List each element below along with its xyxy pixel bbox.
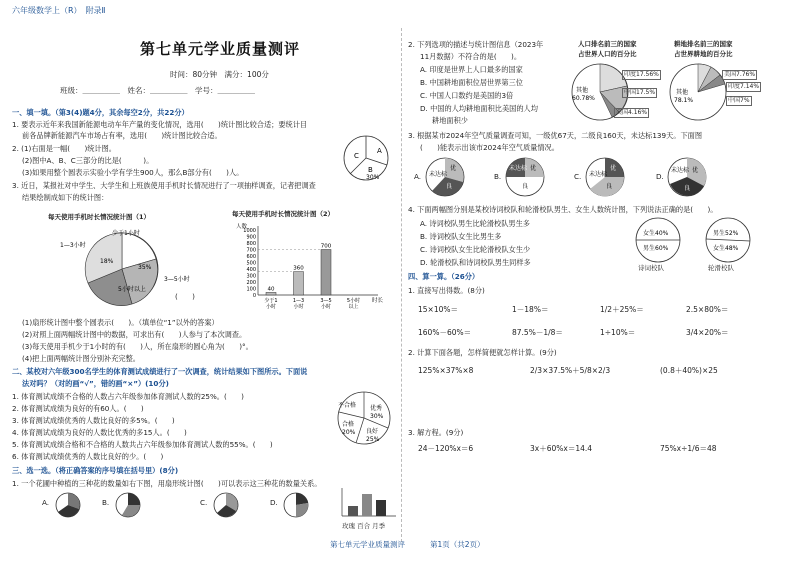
poetry-female: 女生40% [643, 230, 669, 237]
q3-line2: 结果绘制成如下的统计图： [22, 193, 109, 202]
pie-label-c: C [354, 152, 359, 160]
section-2-heading-2: 法对吗？（对的画“√”，错的画“×”）(10分) [22, 379, 169, 388]
q3-opt-a: A. [414, 172, 422, 181]
x-tick-0-b: 小时 [265, 304, 277, 310]
calc-1: 125%×37%×8 [418, 366, 474, 375]
bar-2 [321, 250, 331, 296]
eq-1: 24－120%x＝6 [418, 444, 474, 453]
q3-opt-b: B. [494, 172, 502, 181]
sec2-pie-chart [336, 390, 396, 446]
pie-good: 良好 [366, 428, 379, 435]
q3-opt-b-pie [504, 156, 548, 198]
pop-india: 印度17.56% [624, 71, 659, 78]
q1-line1: 1. 要表示近年来我国新能源电动车年产量的变化情况，选用( )统计图比较合适；要统计目 [12, 120, 308, 129]
y-tick-300: 300 [246, 273, 256, 280]
q3c-good: 良 [606, 183, 613, 190]
q4-opt-a: A. 诗词校队男生比轮滑校队男生多 [420, 219, 530, 228]
pie-label-b: B [368, 166, 373, 174]
bar-label-1: 360 [293, 265, 304, 272]
land-chart-title-2: 占世界耕地的百分比 [674, 50, 733, 58]
q4-opt-c: C. 诗词校队女生比轮滑校队女生少 [420, 245, 531, 254]
q3-opt-c: C. [574, 172, 582, 181]
flowers-bar-labels: 玫瑰 百合 月季 [342, 522, 386, 530]
land-other: 其他 [676, 89, 689, 96]
sec3-q2-line2: 11月数据）不符合的是( )。 [420, 52, 522, 61]
sec4-sub3: 3. 解方程。(9分) [408, 428, 464, 437]
section-4-heading: 四、算一算。（26分） [408, 272, 480, 281]
direct-7: 1÷10%＝ [600, 328, 636, 337]
x-tick-1-b: 小时 [293, 304, 304, 310]
sec4-sub1: 1. 直接写出得数。(8分) [408, 286, 485, 295]
pie-exc: 优秀 [370, 405, 383, 412]
pop-us: 美国4.16% [616, 109, 648, 116]
footer-title: 第七单元学业质量测评 [330, 540, 405, 549]
pie-label-gt5: 5小时以上 [118, 286, 146, 293]
direct-3: 1/2＋25%＝ [600, 305, 644, 314]
land-other-pct: 78.1% [674, 97, 694, 104]
pie-pass-pct: 20% [342, 429, 356, 436]
opt-a: A. [42, 498, 50, 507]
sec2-item-1: 1. 体育测试成绩不合格的人数占六年级参加体育测试人数的25%。( ) [12, 392, 244, 401]
calc-2: 2/3×37.5%＋5/8×2/3 [530, 366, 611, 375]
sec2-item-5: 5. 体育测试成绩合格和不合格的人数共占六年级参加体育测试人数的55%。( ) [12, 440, 273, 449]
x-tick-3: 5小时 [346, 298, 361, 304]
bar-0 [266, 292, 276, 295]
eq-2: 3x＋60%x＝14.4 [530, 444, 593, 453]
x-axis-label: 时长 [372, 298, 384, 304]
poetry-team-label: 诗词校队 [638, 264, 664, 272]
pie-exc-pct: 30% [370, 413, 384, 420]
x-tick-2: 3—5 [320, 298, 332, 304]
skate-team-label: 轮滑校队 [708, 264, 734, 272]
q2-line2: (2)图中A、B、C三部分的比是( )。 [22, 156, 154, 165]
q3-sub1: (1)扇形统计图中整个圆表示( )。（填单位“1”以外的答案） [22, 318, 219, 327]
q3c-exc: 优 [610, 165, 617, 172]
pie-pct-18: 18% [100, 258, 114, 265]
pop-chart-title-2: 占世界人口的百分比 [578, 50, 637, 58]
q1-line2: 前各品牌新能源汽车市场占有率，选用( )统计图比较合适。 [22, 131, 222, 140]
q3-line1: 3. 近日，某报社对中学生、大学生和上班族使用手机时长情况进行了一项抽样调查，记者把调查 [12, 181, 316, 190]
sec3-q2-line1: 2. 下列选项的描述与统计图信息（2023年 [408, 40, 544, 49]
q3-opt-a-pie [424, 156, 468, 198]
q2-line1: 2. (1)右面是一幅( )统计图。 [12, 144, 116, 153]
opt-b-pie [114, 491, 142, 519]
y-tick-100: 100 [246, 286, 256, 293]
q3b-fail: 未达标 [509, 165, 528, 172]
opt-c: C. [200, 498, 208, 507]
chart1-title: 每天使用手机时长情况统计图（1） [48, 213, 151, 221]
x-tick-0: 少于1 [264, 298, 278, 304]
pop-chart-title: 人口排名前三的国家 [578, 40, 637, 48]
q3c-fail: 未达标 [589, 171, 608, 178]
y-tick-500: 500 [246, 260, 256, 267]
student-info: 班级：＿＿＿＿＿ 姓名：＿＿＿＿＿ 学号：＿＿＿＿＿ [60, 86, 255, 95]
q2-opt-d: D. 中国的人均耕地面积比美国的人均 [420, 104, 538, 113]
direct-1: 15×10%＝ [418, 305, 458, 314]
direct-2: 1－18%＝ [512, 305, 549, 314]
sec3-q3-line1: 3. 根据某市2024年空气质量调查可知，一级优67天，二级良160天，未达标139天。下面图 [408, 131, 703, 140]
y-tick-1000: 1000 [243, 228, 256, 234]
sec2-item-2: 2. 体育测试成绩为良好的有60人。( ) [12, 404, 144, 413]
footer-page: 第1页（共2页） [430, 540, 485, 549]
y-tick-200: 200 [246, 280, 256, 286]
opt-b: B. [102, 498, 110, 507]
q3-opt-d: D. [656, 172, 664, 181]
section-2-heading: 二、某校对六年级300名学生的体育测试成绩进行了一次调查，统计结果如下图所示。下面说 [12, 367, 308, 376]
opt-d-pie [282, 491, 310, 519]
land-us: 美国7.76% [724, 71, 756, 78]
pie-label-1-3: 1—3小时 [60, 242, 86, 249]
pop-china: 中国17.5% [624, 89, 656, 96]
skate-male: 男生52% [713, 230, 739, 237]
opt-c-pie [212, 491, 240, 519]
opt-a-pie [54, 491, 82, 519]
q3a-exc: 优 [450, 165, 457, 172]
poetry-male: 男生60% [643, 245, 669, 252]
q3a-good: 良 [446, 183, 453, 190]
skate-female: 女生48% [713, 245, 739, 252]
x-tick-2-b: 小时 [320, 304, 332, 310]
q3b-exc: 优 [530, 165, 537, 172]
direct-6: 87.5%－1/8＝ [512, 328, 563, 337]
q3-sub2: (2)对照上面两幅统计图中的数据，可求出有( )人参与了本次调查。 [22, 330, 247, 339]
eq-3: 75%x÷1/6＝48 [660, 444, 717, 453]
header-grade: 六年级数学上（R） 附录Ⅱ [12, 6, 106, 15]
sec3-q3-line2: ( )能表示出该市2024年空气质量情况。 [420, 143, 559, 152]
land-india: 印度7.14% [728, 83, 760, 90]
q2-opt-b: B. 中国耕地面积位居世界第三位 [420, 78, 523, 87]
direct-8: 3/4×20%＝ [686, 328, 729, 337]
q2-opt-d-cont: 耕地面积少 [432, 116, 468, 125]
opt-d: D. [270, 498, 278, 507]
sec2-item-6: 6. 体育测试成绩优秀的人数比良好的少。( ) [12, 452, 164, 461]
pie-good-pct: 25% [366, 436, 380, 443]
y-tick-0: 0 [252, 293, 256, 299]
q4-opt-b: B. 诗词校队女生比男生多 [420, 232, 502, 241]
pie-label-b-pct: 30% [366, 174, 380, 181]
q3-bar-chart [228, 220, 403, 315]
y-tick-800: 800 [246, 241, 256, 247]
q3-opt-c-pie [584, 156, 628, 198]
section-1-heading: 一、填一填。（第3(4)题4分，其余每空2分，共22分） [12, 108, 189, 117]
land-china: 中国7% [728, 97, 750, 104]
pie-label-a: A [377, 147, 382, 155]
bar-label-0: 40 [267, 286, 275, 293]
sec4-sub2: 2. 计算下面各题，怎样简便就怎样计算。(9分) [408, 348, 557, 357]
y-tick-900: 900 [246, 234, 256, 241]
y-tick-400: 400 [246, 267, 256, 273]
exam-meta: 时间：80分钟 满分：100分 [170, 70, 269, 79]
q3d-good: 良 [684, 185, 691, 192]
q2-opt-a: A. 印度是世界上人口最多的国家 [420, 65, 523, 74]
x-tick-1: 1—3 [292, 298, 305, 304]
q2-opt-c: C. 中国人口数约是美国的3倍 [420, 91, 514, 100]
bar-label-2: 700 [320, 243, 332, 250]
sec3-q4: 4. 下面两幅图分别是某校诗词校队和轮滑校队男生、女生人数统计图，下列说法正确的是( )。 [408, 205, 718, 214]
y-tick-700: 700 [246, 247, 256, 254]
pie-label-lt1: 少于1小时 [112, 230, 140, 237]
pop-other-pct: 60.78% [572, 95, 595, 102]
pie-fail: 不合格 [338, 402, 357, 409]
q3-sub4: (4)把上面两幅统计图分别补充完整。 [22, 354, 140, 363]
q3-sub3: (3)每天使用手机少于1小时的有( )人，所在扇形的圆心角为( )°。 [22, 342, 253, 351]
q2-line3: (3)如果用整个圆表示实验小学有学生900人，那么B部分有( )人。 [22, 168, 244, 177]
section-3-heading: 三、选一选。（将正确答案的序号填在括号里）(8分) [12, 466, 179, 475]
sec2-item-3: 3. 体育测试成绩优秀的人数比良好的多5%。( ) [12, 416, 175, 425]
bar-1 [294, 272, 304, 295]
pie-pct-35: 35% [138, 264, 152, 271]
q2-pie-chart [340, 134, 396, 182]
q3d-exc: 优 [692, 167, 699, 174]
pie-label-3-5: 3—5小时 [164, 276, 190, 283]
q3b-good: 良 [522, 183, 529, 190]
flowers-bar-chart [338, 486, 398, 526]
calc-3: (0.8＋40%)×25 [660, 366, 718, 375]
pie-pass: 合格 [342, 421, 355, 428]
direct-5: 160%－60%＝ [418, 328, 472, 337]
skate-pie-chart [700, 216, 756, 264]
y-tick-600: 600 [246, 254, 256, 260]
land-chart-title: 耕地排名前三的国家 [674, 40, 733, 48]
q3d-fail: 未达标 [671, 167, 690, 174]
q4-opt-d: D. 轮滑校队和诗词校队男生同样多 [420, 258, 531, 267]
direct-4: 2.5×80%＝ [686, 305, 729, 314]
y-axis-label: 人数 [236, 224, 248, 230]
sec3-q1: 1. 一个花圃中种植的三种花的数量如右下图，用扇形统计图( )可以表示这三种花的数量关系。 [12, 479, 322, 488]
pie-bracket: ( ) [175, 292, 195, 301]
pop-other: 其他 [576, 87, 589, 94]
poetry-pie-chart [630, 216, 686, 264]
page-title: 第七单元学业质量测评 [140, 40, 301, 58]
x-tick-3-b: 以上 [348, 304, 359, 310]
q3-opt-d-pie [666, 156, 710, 198]
chart2-title: 每天使用手机时长情况统计图（2） [232, 210, 335, 218]
sec2-item-4: 4. 体育测试成绩为良好的人数比优秀的多15人。( ) [12, 428, 187, 437]
q3a-fail: 未达标 [429, 171, 448, 178]
